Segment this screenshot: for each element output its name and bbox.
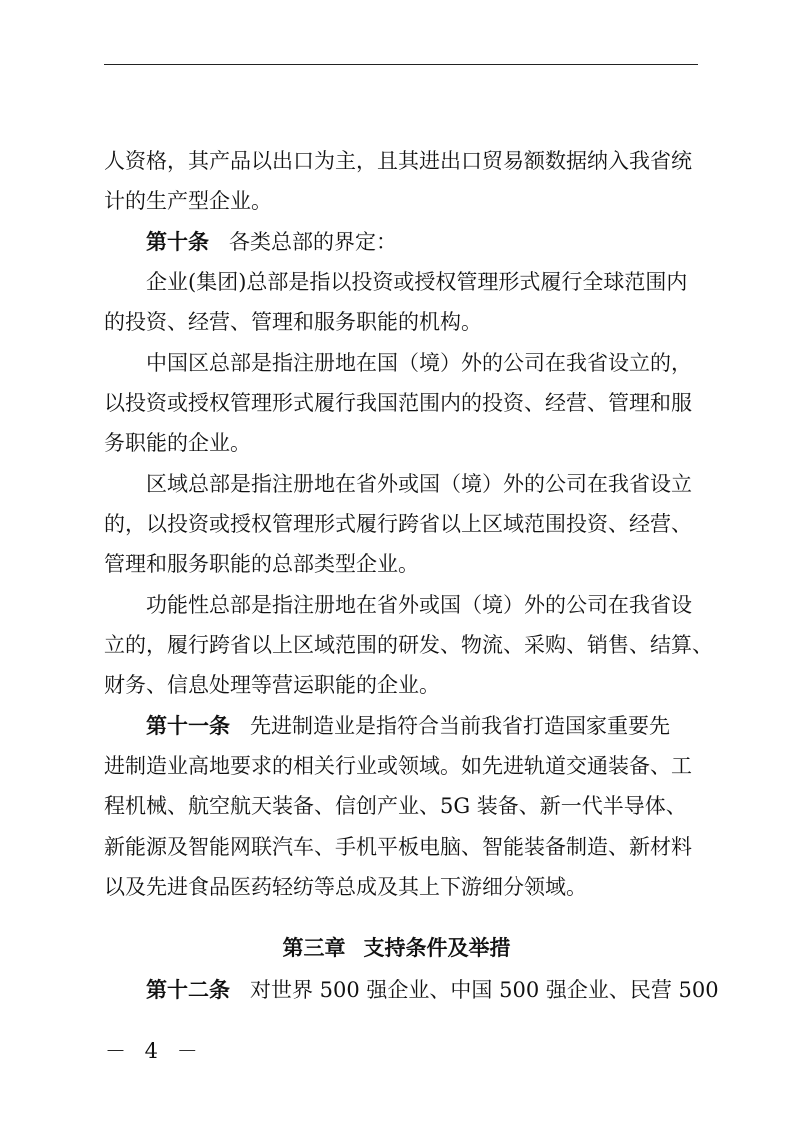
chapter-number: 第三章: [282, 936, 346, 960]
text-line: 的投资、经营、管理和服务职能的机构。: [104, 310, 482, 334]
text-line: 功能性总部是指注册地在省外或国（境）外的公司在我省设: [146, 593, 692, 617]
text-line: 财务、信息处理等营运职能的企业。: [104, 673, 440, 697]
header-rule: [104, 64, 698, 65]
article-11-text: 先进制造业是指符合当前我省打造国家重要先: [250, 714, 670, 738]
chapter-title: 支持条件及举措: [363, 936, 511, 960]
text-line: 程机械、航空航天装备、信创产业、5G 装备、新一代半导体、: [104, 794, 687, 818]
text-line: 人资格，其产品以出口为主，且其进出口贸易额数据纳入我省统: [104, 149, 692, 173]
text-line: 立的，履行跨省以上区域范围的研发、物流、采购、销售、结算、: [104, 633, 713, 657]
article-10-heading: [146, 227, 397, 257]
text-line: 管理和服务职能的总部类型企业。: [104, 552, 419, 576]
article-10-title: 第十条: [146, 229, 209, 254]
text-line: 的，以投资或授权管理形式履行跨省以上区域范围投资、经营、: [104, 512, 692, 536]
text-line: 新能源及智能网联汽车、手机平板电脑、智能装备制造、新材料: [104, 835, 692, 859]
article-11-first-line: [146, 711, 670, 741]
article-12-title: 第十二条: [146, 977, 230, 1002]
text-line: 以及先进食品医药轻纺等总成及其上下游细分领域。: [104, 875, 587, 899]
page-number: － 4 －: [105, 1039, 204, 1063]
text-line: 务职能的企业。: [104, 431, 251, 455]
article-12-text: 对世界 500 强企业、中国 500 强企业、民营 500: [250, 978, 719, 1002]
article-10-text: 各类总部的界定：: [229, 230, 397, 254]
article-12-first-line: [146, 975, 719, 1005]
text-line: 以投资或授权管理形式履行我国范围内的投资、经营、管理和服: [104, 391, 692, 415]
chapter-heading: [0, 933, 793, 963]
text-line: 区域总部是指注册地在省外或国（境）外的公司在我省设立: [146, 472, 692, 496]
text-line: 进制造业高地要求的相关行业或领域。如先进轨道交通装备、工: [104, 754, 692, 778]
article-11-title: 第十一条: [146, 713, 230, 738]
text-line: 中国区总部是指注册地在国（境）外的公司在我省设立的，: [146, 351, 692, 375]
text-line: 计的生产型企业。: [104, 189, 272, 213]
text-line: 企业(集团)总部是指以投资或授权管理形式履行全球范围内: [146, 270, 688, 294]
